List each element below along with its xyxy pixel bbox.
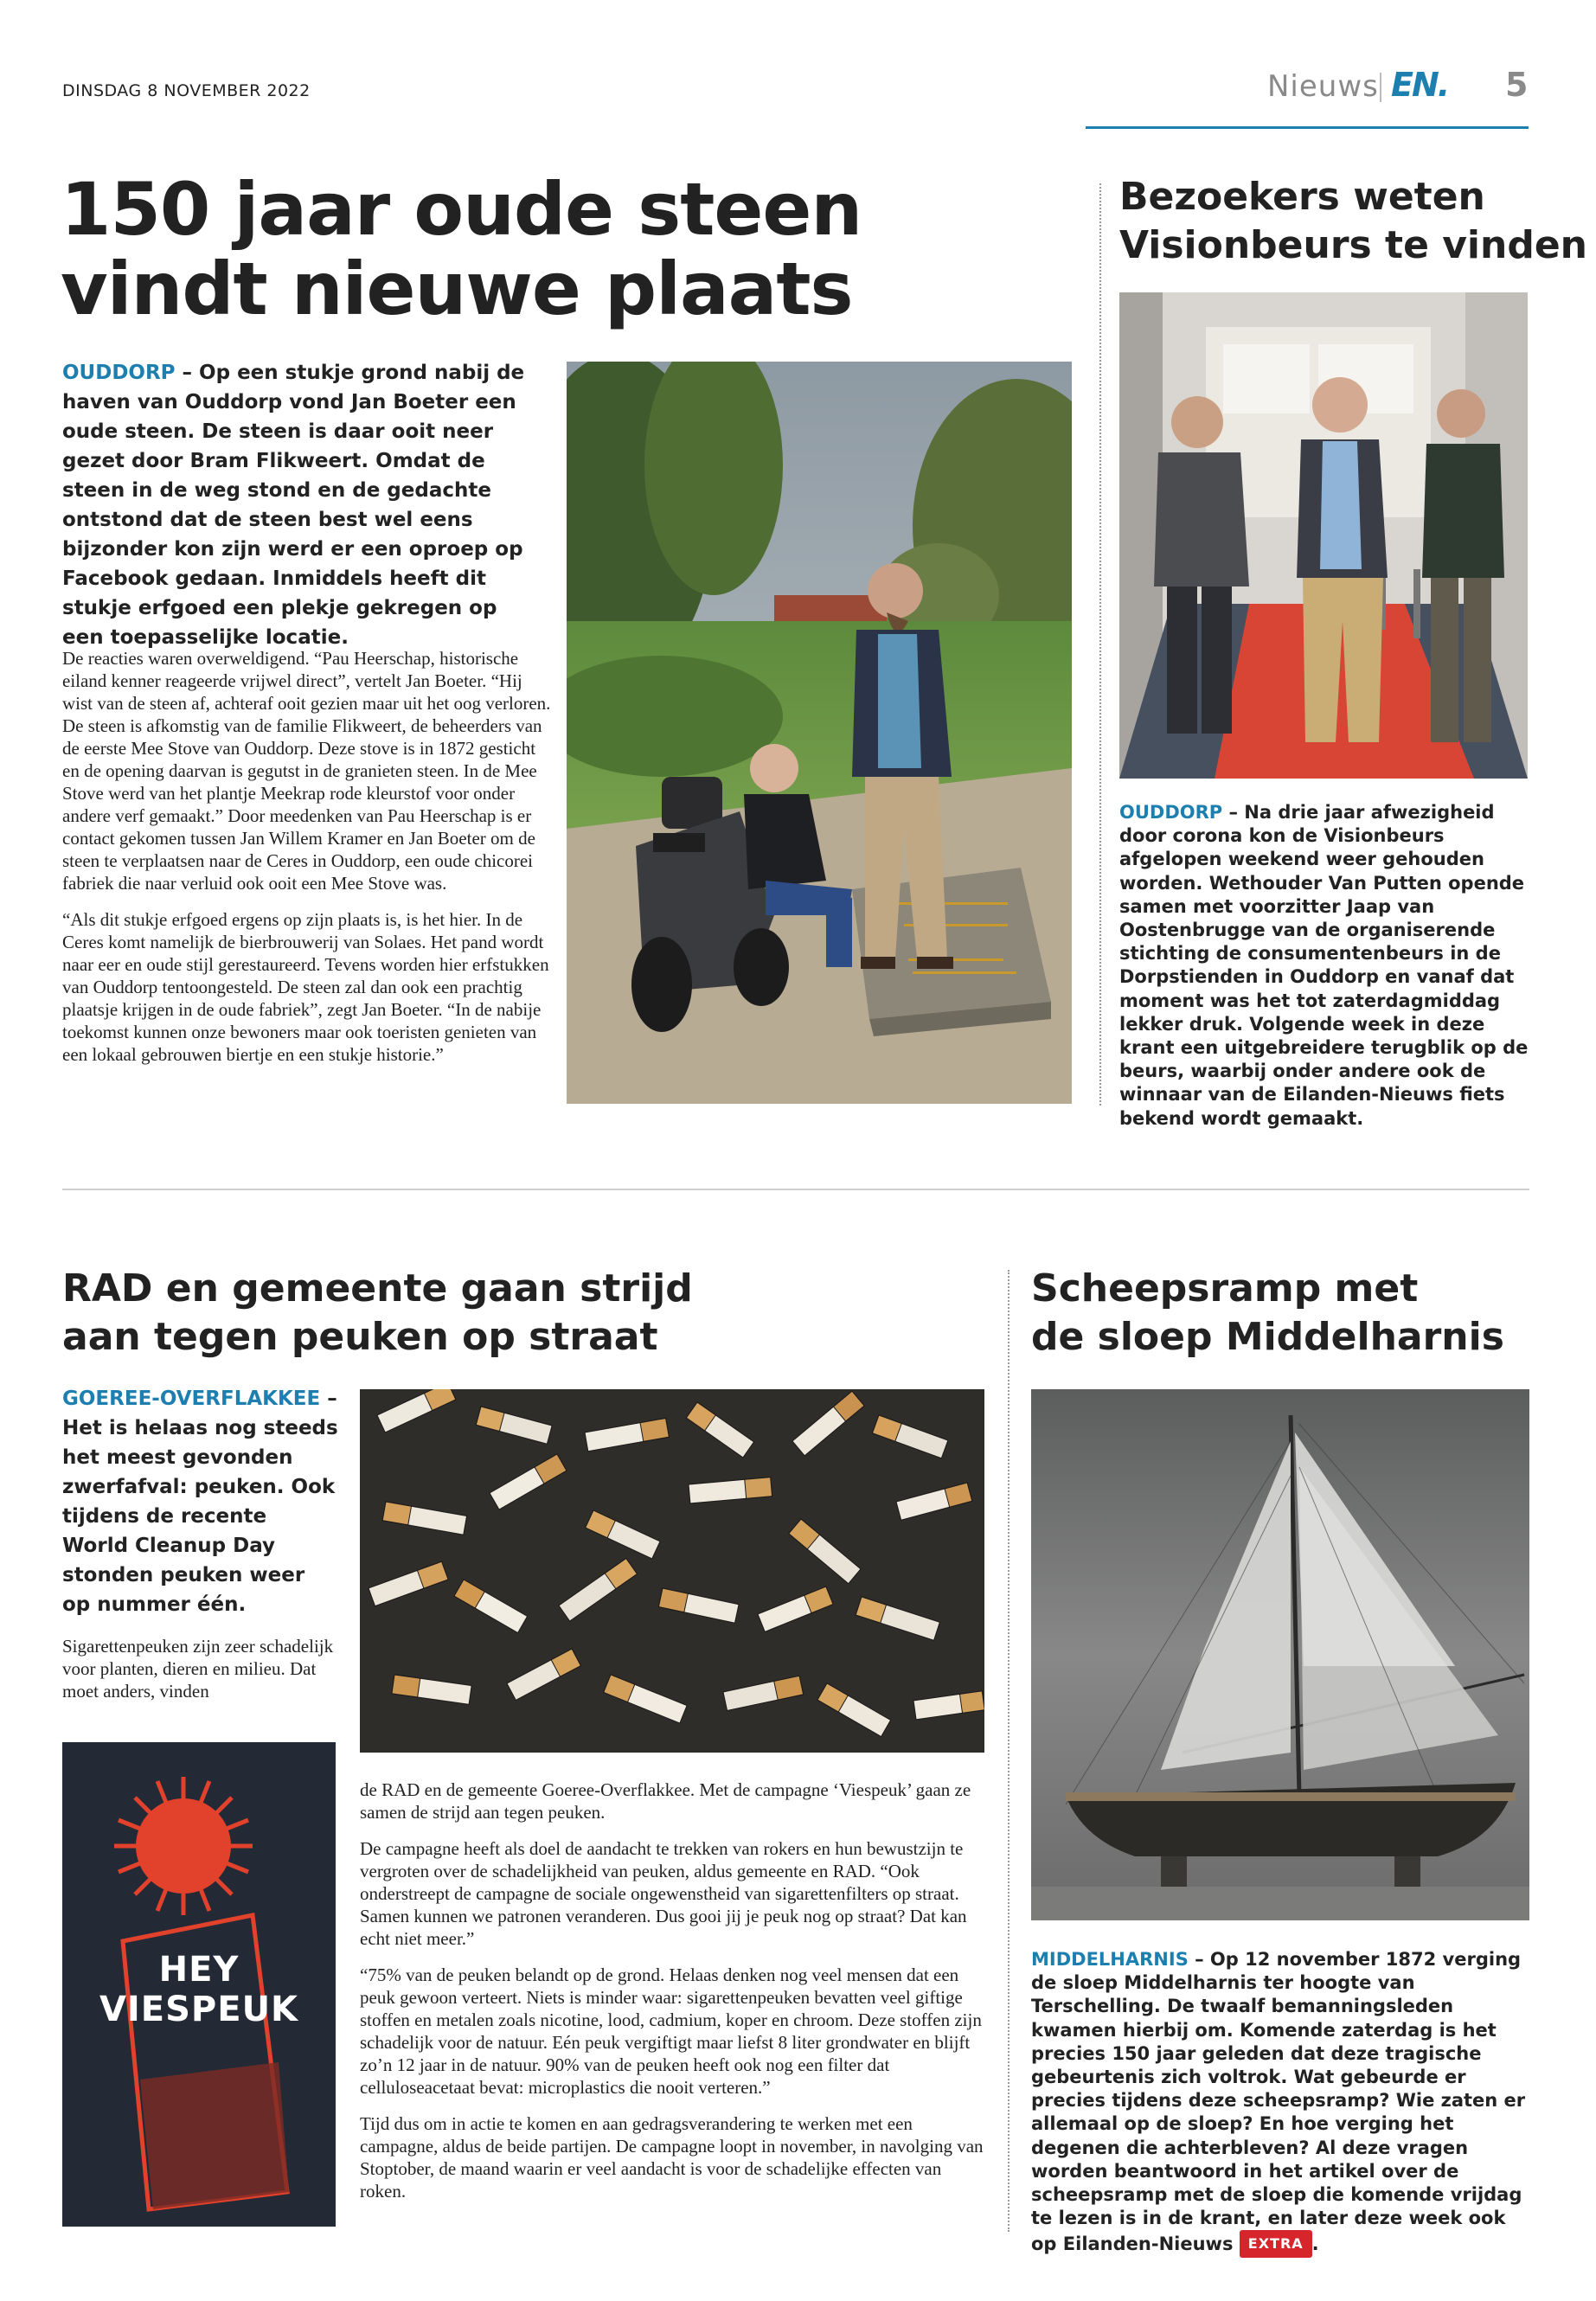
article3-column1-text: Sigarettenpeuken zijn zeer schadelijk voor planten, dieren en milieu. Dat moet anders, vinden [62, 1636, 334, 1702]
en-logo: EN. [1391, 66, 1449, 104]
article3-body [360, 1779, 984, 2216]
article1-body [62, 647, 551, 1080]
column-separator [1099, 183, 1101, 1106]
article1-paragraph-1: De reacties waren overweldigend. “Pau Heerschap, historische eiland kenner reageerde vrijwel direct”, vertelt Jan Boeter. “Hij wist van de steen af, achteraf ooit gezien maar uit het oog verloren. De steen is afkomstig van de familie Flikweert, de beheerders van de eerste Mee Stove van Ouddorp. Deze stove is in 1872 gesticht en de opening daarvan is gegutst in de granieten steen. In de Mee Stove werd van het plantje Meekrap rode kleurstof voor onder andere verf gemaakt.” Door meedenken van Pau Heerschap is er contact gekomen tussen Jan Willem Kramer en Jan Boeter om de steen te verplaatsen naar de Ceres in Ouddorp, een oude chicorei fabriek die naar verluid ook ooit een Mee Stove was. [62, 648, 551, 894]
article3-paragraph-3: “75% van de peuken belandt op de grond. Helaas denken nog veel mensen dat een peuk gewoon verteert. Niets is minder waar: sigarettenpeuken bevatten veel giftige stoffen en metalen zoals nicotine, lood, cadmium, koper en chroom. Deze stoffen zijn schadelijk voor de natuur. Eén peuk vergiftigt maar liefst 8 liter grondwater en blijft zo’n 12 jaar in de natuur. 90% van de peuken heeft ook nog een filter dat celluloseacetaat bevat: microplastics die nooit verteren.” [360, 1965, 982, 2098]
article2-dateline: OUDDORP [1119, 802, 1223, 823]
article3-paragraph-2: De campagne heeft als doel de aandacht te trekken van rokers en hun bewustzijn te vergroten over de schadelijkheid van peuken, aldus gemeente en RAD. “Ook onderstreept de campagne de sociale ongewenstheid van sigarettenfilters op straat. Samen kunnen we patronen veranderen. Dus gooi jij je peuk nog op straat? Dat kan echt niet meer.” [360, 1838, 967, 1949]
article1-dateline: OUDDORP [62, 362, 176, 384]
section-divider [62, 1189, 1529, 1190]
article1-paragraph-2: “Als dit stukje erfgoed ergens op zijn plaats is, is het hier. In de Ceres komt namelijk de bierbrouwerij van Solaes. Het pand wordt naar eer en oude stijl gerestaureerd. Tevens worden hier erfstukken van Ouddorp tentoongesteld. De steen zal dan ook een prachtig plaatsje krijgen in de oude fabriek”, zegt Jan Boeter. “In de nabije toekomst kunnen onze bewoners maar ook toeristen genieten van een lokaal gebrouwen biertje en een stukje historie.” [62, 909, 549, 1065]
article3-paragraph-1: de RAD en de gemeente Goeree-Overflakkee. Met de campagne ‘Viespeuk’ gaan ze samen de strijd aan tegen peuken. [360, 1779, 971, 1823]
viespeuk-poster [62, 1742, 336, 2227]
article2-photo [1119, 292, 1528, 779]
article3-paragraph-4: Tijd dus om in actie te komen en aan gedragsverandering te werken met een campagne, aldus de beide partijen. De campagne loopt in november, in navolging van Stoptober, de maand waarin er veel aandacht is voor de schadelijke effecten van roken. [360, 2113, 984, 2202]
article3-lead: GOEREE-OVERFLAKKEE – Het is helaas nog steeds het meest gevonden zwerfafval: peuken. Ook tijdens de recente World Cleanup Day stonden peuken weer op nummer één. [62, 1388, 338, 1616]
beurs-entrance-illustration [1119, 292, 1528, 779]
article1-lead: OUDDORP – Op een stukje grond nabij de haven van Ouddorp vond Jan Boeter een oude steen. De steen is daar ooit neer gezet door Bram Flikweert. Omdat de steen in de weg stond en de gedachte ontstond dat de steen best wel eens bijzonder kon zijn werd er een oproep op Facebook gedaan. Inmiddels heeft dit stukje erfgoed een plekje gekregen op een toepasselijke locatie. [62, 362, 525, 649]
article3-photo [360, 1389, 984, 1753]
extra-badge: EXTRA [1240, 2230, 1312, 2257]
article1-photo [567, 362, 1072, 1104]
article1-headline: 150 jaar oude steen vindt nieuwe plaats [61, 167, 862, 331]
article3-dateline: GOEREE-OVERFLAKKEE [62, 1388, 321, 1410]
page-number: 5 [1505, 66, 1529, 104]
header-rule [1086, 126, 1529, 129]
park-scene-illustration [567, 362, 1072, 1104]
article3-headline: RAD en gemeente gaan strijd aan tegen peuken op straat [62, 1266, 693, 1359]
article2-lead: OUDDORP – Na drie jaar afwezigheid door corona kon de Visionbeurs afgelopen weekend weer gehouden worden. Wethouder Van Putten opende samen met voorzitter Jaap van Oostenbrugge van de organiserende stichting de consumentenbeurs in de Dorpstienden in Ouddorp en vanaf dat moment was het tot zaterdagmiddag lekker druk. Volgende week in deze krant een uitgebreidere terugblik op de beurs, waarbij onder andere ook de winnaar van de Eilanden-Nieuws fiets bekend wordt gemaakt. [1119, 802, 1529, 1129]
page-date: DINSDAG 8 NOVEMBER 2022 [62, 81, 311, 100]
poster-text: HEY VIESPEUK [99, 1950, 299, 2029]
article4-lead: MIDDELHARNIS – Op 12 november 1872 verging de sloep Middelharnis ter hoogte van Terschelling. De twaalf bemanningsleden kwamen hierbij om. Komende zaterdag is het precies 150 jaar geleden dat deze tragische gebeurtenis zich voltrok. Wat gebeurde er precies tijdens deze scheepsramp? Wie zaten er allemaal op de sloep? En hoe verging het degenen die achterbleven? Al deze vragen worden beantwoord in het artikel over de scheepsramp met de sloep die komende vrijdag te lezen is in de krant, en later deze week ook op Eilanden-Nieuws EXTRA . [1031, 1948, 1528, 2258]
cigarette-butts-illustration [360, 1389, 984, 1753]
article2-headline: Bezoekers weten Visionbeurs te vinden [1119, 175, 1587, 267]
section-label: Nieuws [1267, 69, 1379, 104]
article4-photo [1031, 1389, 1529, 1920]
column-separator-2 [1008, 1270, 1010, 2232]
article4-dateline: MIDDELHARNIS [1031, 1949, 1189, 1970]
article4-headline: Scheepsramp met de sloep Middelharnis [1031, 1266, 1504, 1359]
ship-model-illustration [1031, 1389, 1529, 1920]
header-divider [1380, 73, 1381, 102]
